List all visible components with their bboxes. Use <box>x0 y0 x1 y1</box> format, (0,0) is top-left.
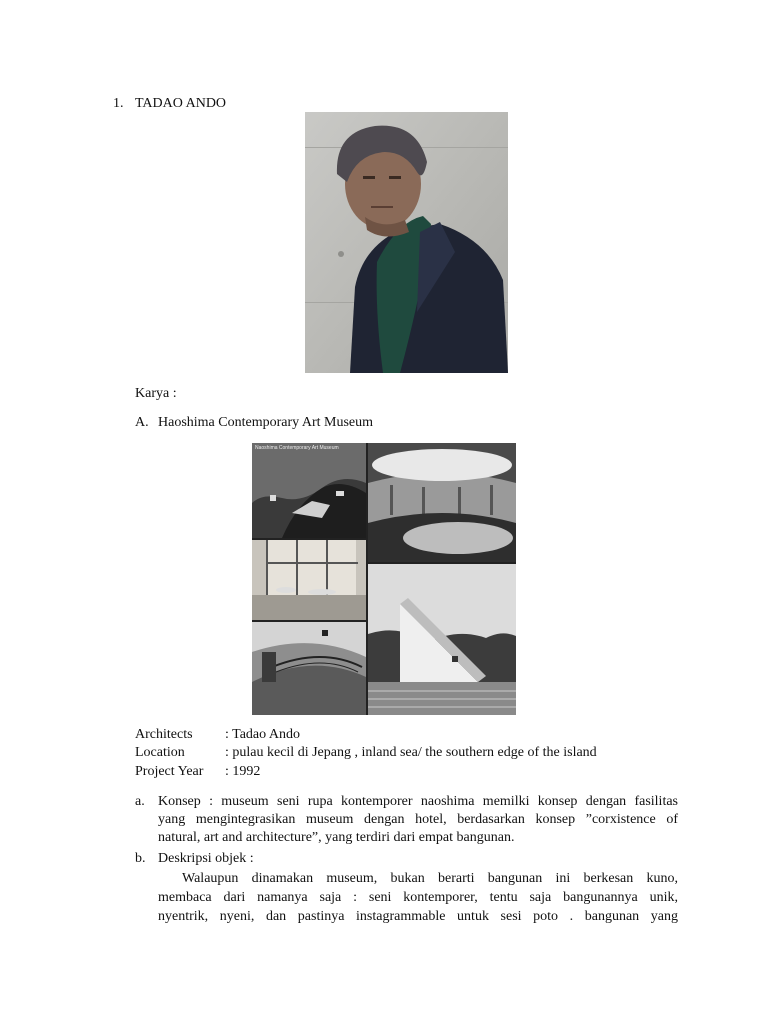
portrait-photo <box>305 112 508 373</box>
interior-photo <box>252 540 366 620</box>
konsep-line-3: natural, art and architecture”, yang terdiri dari empat bangunan. <box>158 830 515 845</box>
oval-room-photo <box>368 443 516 562</box>
collage-caption: Naoshima Contemporary Art Museum <box>255 445 339 451</box>
konsep-line-1: Konsep : museum seni rupa kontemporer naoshima memilki konsep dengan fasilitas <box>158 794 678 809</box>
detail-label-location: Location <box>135 745 185 760</box>
list-marker-a: a. <box>135 794 145 809</box>
section-a-letter: A. <box>135 415 149 430</box>
ramp-photo <box>252 622 366 715</box>
deskripsi-title: Deskripsi objek : <box>158 851 254 866</box>
detail-value-location: : pulau kecil di Jepang , inland sea/ the southern edge of the island <box>225 745 597 760</box>
detail-label-project-year: Project Year <box>135 764 204 779</box>
museum-photo-collage <box>252 443 516 715</box>
deskripsi-line-2: membaca dari namanya saja : seni kontemporer, tentu saja bangunannya unik, <box>158 890 678 905</box>
heading-number: 1. <box>113 96 124 111</box>
list-marker-b: b. <box>135 851 146 866</box>
aerial-photo <box>252 443 366 538</box>
konsep-line-2: yang mengintegrasikan museum dengan hotel, berdasarkan konsep ”corxistence of <box>158 812 678 827</box>
detail-label-architects: Architects <box>135 727 193 742</box>
deskripsi-line-3: nyentrik, nyeni, dan pastinya instagrammable untuk sesi poto . bangunan yang <box>158 909 678 924</box>
karya-label: Karya : <box>135 386 177 401</box>
detail-value-architects: : Tadao Ando <box>225 727 300 742</box>
heading-title: TADAO ANDO <box>135 96 227 111</box>
deskripsi-line-1: Walaupun dinamakan museum, bukan berarti bangunan ini berkesan kuno, <box>182 871 678 886</box>
wedge-building-photo <box>368 564 516 715</box>
section-a-title: Haoshima Contemporary Art Museum <box>158 415 374 430</box>
detail-value-project-year: : 1992 <box>225 764 261 779</box>
